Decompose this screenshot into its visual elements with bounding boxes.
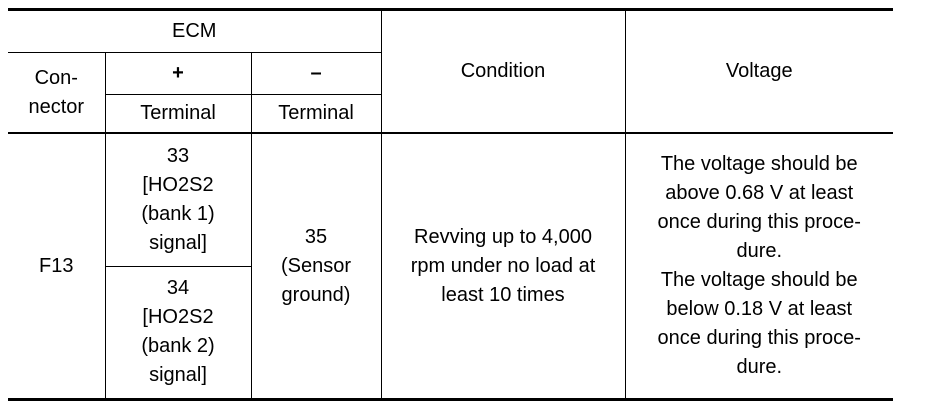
plus-terminal-34-line-3: (bank 2) [141,335,215,358]
voltage-line-6: below 0.18 V at least [666,298,853,321]
plus-terminal-34-line-2: [HO2S2 [142,306,214,329]
minus-terminal-line-1: 35 [304,225,328,248]
header-minus: – [251,53,381,94]
voltage-line-4: dure. [736,240,783,263]
plus-terminal-34-line-4: signal] [149,364,207,387]
minus-terminal-line-2: (Sensor [280,254,352,277]
header-ecm: ECM [8,10,381,53]
voltage-line-1: The voltage should be [660,153,858,176]
minus-terminal-line-3: ground) [281,283,351,306]
condition-line-1: Revving up to 4,000 [414,225,592,248]
plus-terminal-34 [105,266,251,399]
header-terminal-plus: Terminal [105,94,251,133]
plus-terminal-33 [105,133,251,266]
voltage-line-2: above 0.68 V at least [665,182,854,205]
voltage-line-5: The voltage should be [660,269,858,292]
header-voltage: Voltage [625,10,893,134]
voltage-line-3: once during this proce- [657,211,861,234]
connector-cell: F13 [8,133,105,399]
header-connector-line-2: nector [28,95,85,118]
condition-line-3: least 10 times [441,283,565,306]
header-connector-line-1: Con- [34,66,78,89]
ecm-voltage-spec-table [8,8,893,401]
plus-terminal-34-line-1: 34 [166,277,190,300]
plus-terminal-33-line-4: signal] [149,231,207,254]
plus-terminal-33-line-3: (bank 1) [141,202,215,225]
condition-line-2: rpm under no load at [410,254,596,277]
header-connector [8,53,105,133]
condition-cell [381,133,625,399]
voltage-line-7: once during this proce- [657,327,861,350]
minus-terminal-35 [251,133,381,399]
header-condition: Condition [381,10,625,134]
voltage-line-8: dure. [736,356,783,379]
plus-terminal-33-line-1: 33 [166,144,190,167]
voltage-cell [625,133,893,399]
plus-terminal-33-line-2: [HO2S2 [142,173,214,196]
header-plus: + [105,53,251,94]
header-terminal-minus: Terminal [251,94,381,133]
